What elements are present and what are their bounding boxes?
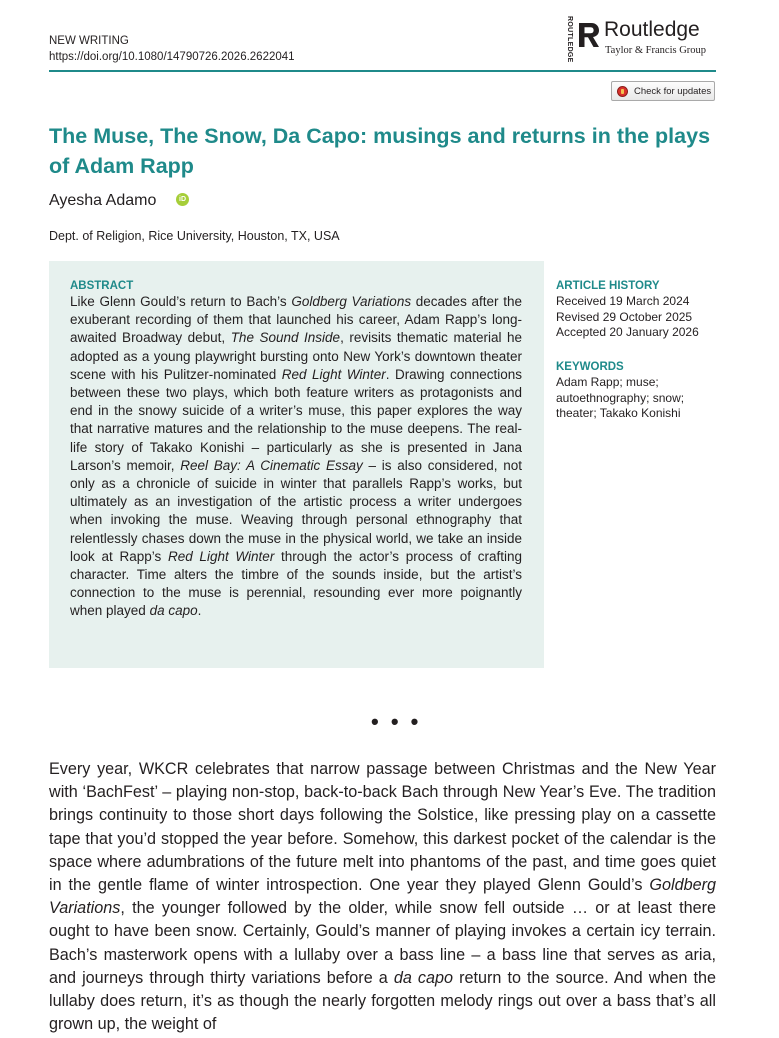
keywords-line: theater; Takako Konishi — [556, 406, 681, 420]
abstract-italic: The Sound Inside — [230, 330, 341, 346]
abstract-text — [70, 293, 522, 621]
section-separator: • • • — [371, 709, 422, 734]
abstract-italic: Red Light Winter — [281, 366, 386, 382]
publisher-subtitle: Taylor & Francis Group — [605, 45, 707, 56]
keywords-heading: KEYWORDS — [556, 361, 624, 373]
crossmark-icon — [617, 86, 628, 97]
history-accepted: Accepted 20 January 2026 — [556, 325, 699, 339]
body-italic: Goldberg Variations — [49, 876, 716, 918]
publisher-name: Routledge — [604, 18, 700, 41]
keywords-list — [556, 375, 726, 422]
article-title: The Muse, The Snow, Da Capo: musings and returns in the plays of Adam Rapp — [49, 124, 711, 178]
article-history-list — [556, 294, 726, 341]
abstract-heading: ABSTRACT — [70, 280, 134, 292]
check-updates-label: Check for updates — [634, 85, 712, 97]
author-name[interactable]: Ayesha Adamo — [49, 192, 157, 209]
body-italic: da capo — [393, 968, 454, 987]
abstract-segment: – is also considered, not only as a chronicle of suicide in winter that parallels Rapp’s works, but ultimately as an investigation of the artistic process a writer undergoes when invoking the muse. Weaving through personal ethnography that relentlessly chases down the muse in the physical world, we take an inside look at Rapp’s — [70, 457, 522, 564]
body-segment: return to the source. And when the lullaby does return, it’s as though the nearly forgotten melody rings out over a bass that’s all grown up, the weight of — [49, 968, 716, 1034]
abstract-italic: da capo — [149, 603, 198, 619]
abstract-segment: through the actor’s process of crafting character. Time alters the timbre of the sounds inside, but the artist’s connection to the muse is perennial, resounding ever more poignantly when played — [70, 548, 522, 619]
author-affiliation: Dept. of Religion, Rice University, Houston, TX, USA — [49, 229, 340, 243]
body-segment: , the younger followed by the older, while snow fell outside … or at least there ought to have been snow. Certainly, Gould’s manner of playing invokes a certain icy terrain. Bach’s masterwork opens with a lullaby over a bass line – a bass line that serves as aria, and journeys through thirty variations before a — [49, 899, 716, 987]
history-received: Received 19 March 2024 — [556, 294, 690, 308]
article-history-heading: ARTICLE HISTORY — [556, 280, 660, 292]
body-segment: Every year, WKCR celebrates that narrow passage between Christmas and the New Year with ‘BachFest’ – playing non-stop, back-to-back Bach through New Year’s Eve. The tradition brings continuity to those short days following the Solstice, like pressing play on a cassette tape that you’d stopped the year before. Somehow, this darkest pocket of the calendar is the space where adumbrations of the future melt into phantoms of the past, and time goes quiet in the gentle flame of winter introspection. One year they played Glenn Gould’s — [49, 760, 716, 895]
abstract-italic: Goldberg Variations — [291, 294, 412, 309]
routledge-r-icon — [578, 22, 600, 48]
abstract-segment: Like Glenn Gould’s return to Bach’s — [70, 294, 292, 309]
abstract-segment: . — [197, 603, 202, 619]
orcid-icon[interactable]: iD — [176, 193, 189, 206]
abstract-italic: Red Light Winter — [167, 548, 275, 564]
publisher-vertical-text: ROUTLEDGE — [566, 16, 573, 63]
abstract-segment: , revisits thematic material he adopted as a young playwright bursting onto New York’s downtown theater scene with his Pulitzer-nominated — [70, 330, 522, 382]
publisher-logo — [560, 14, 720, 62]
body-paragraph — [49, 758, 716, 1036]
doi-link[interactable]: https://doi.org/10.1080/14790726.2026.2622041 — [49, 51, 295, 63]
keywords-line: Adam Rapp; muse; — [556, 375, 659, 389]
publisher-vertical-mark — [560, 14, 574, 63]
abstract-italic: Reel Bay: A Cinematic Essay — [180, 457, 363, 473]
history-revised: Revised 29 October 2025 — [556, 309, 693, 324]
check-updates-button[interactable] — [611, 81, 715, 101]
abstract-segment: decades after the exuberant recording of them that launched his career, Adam Rapp’s long-awaited Broadway debut, — [70, 294, 522, 346]
keywords-line: autoethnography; snow; — [556, 390, 685, 405]
header-rule — [49, 70, 716, 72]
abstract-segment: . Drawing connections between these two plays, which both feature writers as protagonists and end in the snowy suicide of a writer’s muse, this paper explores the way that narrative matures and the relationship to the muse deepens. The real-life story of Takako Konishi – particularly as she is presented in Jana Larson’s memoir, — [70, 366, 522, 473]
journal-name: NEW WRITING — [49, 35, 129, 47]
